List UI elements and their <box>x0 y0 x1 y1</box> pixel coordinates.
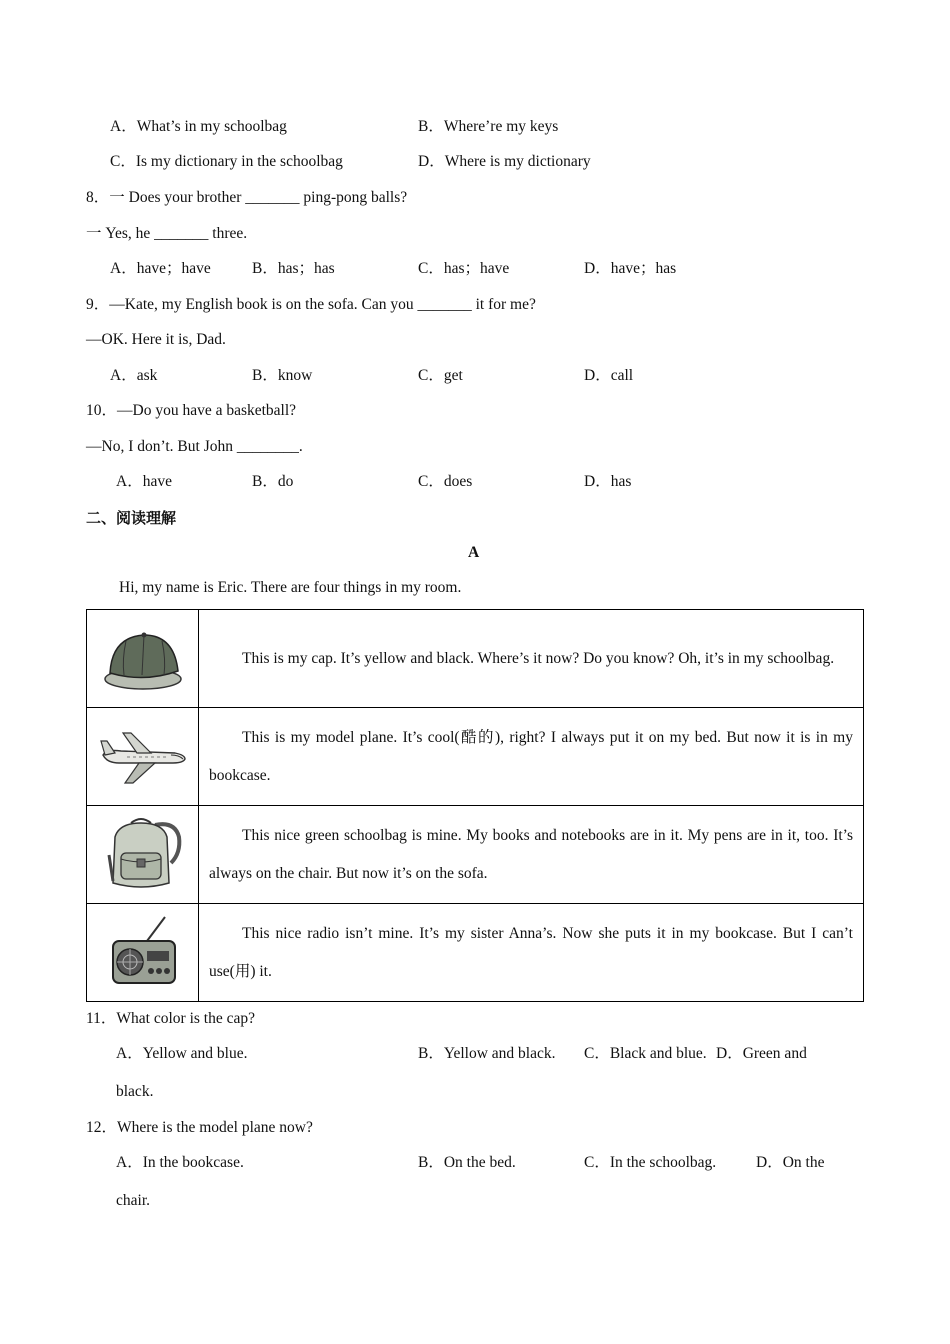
q12-option-d-continued: chair. <box>116 1192 150 1209</box>
passage-intro: Hi, my name is Eric. There are four things in my room. <box>119 579 462 596</box>
table-image-cell <box>87 806 199 904</box>
q8-option-d: D．have；has <box>584 260 677 277</box>
reading-table <box>86 609 864 1002</box>
row-text: This nice green schoolbag is mine. My books and notebooks are in it. My pens are in it, too. It’s always on the chair. But now it’s on the sofa. <box>209 826 853 882</box>
table-row <box>87 806 864 904</box>
q9-reply: —OK. Here it is, Dad. <box>86 331 226 348</box>
q10-option-d: D．has <box>584 473 632 490</box>
q9-option-b: B．know <box>252 367 313 384</box>
q7-option-d: D．Where is my dictionary <box>418 153 591 170</box>
table-text-cell <box>199 610 864 708</box>
q8-reply: 一 Yes, he _______ three. <box>86 225 248 242</box>
table-row <box>87 610 864 708</box>
q11-option-d-continued: black. <box>116 1083 154 1100</box>
table-row <box>87 708 864 806</box>
passage-label: A <box>468 544 480 561</box>
q7-option-a: A．What’s in my schoolbag <box>110 118 287 135</box>
q8-option-a: A．have；have <box>110 260 211 277</box>
q11-option-a: A．Yellow and blue. <box>116 1045 248 1062</box>
cap-icon <box>98 623 188 695</box>
row-text: This is my model plane. It’s cool(酷的), right? I always put it on my bed. But now it is in my bookcase. <box>209 728 853 784</box>
q10-option-b: B．do <box>252 473 294 490</box>
q11-option-c: C．Black and blue. <box>584 1045 707 1062</box>
q11-stem: 11．What color is the cap? <box>86 1010 256 1027</box>
row-text: This nice radio isn’t mine. It’s my sister Anna’s. Now she puts it in my bookcase. But I can’t use(用) it. <box>209 924 853 980</box>
q9-option-c: C．get <box>418 367 463 384</box>
table-image-cell <box>87 708 199 806</box>
model-plane-icon <box>97 727 189 787</box>
q12-option-a: A．In the bookcase. <box>116 1154 244 1171</box>
q10-stem: 10．—Do you have a basketball? <box>86 402 297 419</box>
radio-icon <box>103 915 183 991</box>
section-heading: 二、阅读理解 <box>86 509 177 527</box>
table-text-cell <box>199 708 864 806</box>
schoolbag-icon <box>101 815 185 895</box>
row-text: This is my cap. It’s yellow and black. Where’s it now? Do you know? Oh, it’s in my schoolbag. <box>242 649 835 667</box>
q9-stem: 9．—Kate, my English book is on the sofa. Can you _______ it for me? <box>86 296 536 313</box>
q12-option-c: C．In the schoolbag. <box>584 1154 717 1171</box>
q9-option-d: D．call <box>584 367 634 384</box>
q10-option-a: A．have <box>116 473 172 490</box>
q11-option-b: B．Yellow and black. <box>418 1045 556 1062</box>
q7-option-b: B．Where’re my keys <box>418 118 559 135</box>
table-image-cell <box>87 904 199 1002</box>
table-image-cell <box>87 610 199 708</box>
q12-option-d: D．On the <box>756 1154 825 1171</box>
q8-option-b: B．has；has <box>252 260 335 277</box>
table-row <box>87 904 864 1002</box>
q8-option-c: C．has；have <box>418 260 510 277</box>
q12-stem: 12．Where is the model plane now? <box>86 1119 313 1136</box>
q10-reply: —No, I don’t. But John ________. <box>86 438 303 455</box>
q8-stem: 8．一 Does your brother _______ ping-pong balls? <box>86 189 408 206</box>
table-text-cell <box>199 904 864 1002</box>
q12-option-b: B．On the bed. <box>418 1154 516 1171</box>
q10-option-c: C．does <box>418 473 473 490</box>
q7-option-c: C．Is my dictionary in the schoolbag <box>110 153 343 170</box>
q9-option-a: A．ask <box>110 367 158 384</box>
q11-option-d: D．Green and <box>716 1045 807 1062</box>
table-text-cell <box>199 806 864 904</box>
